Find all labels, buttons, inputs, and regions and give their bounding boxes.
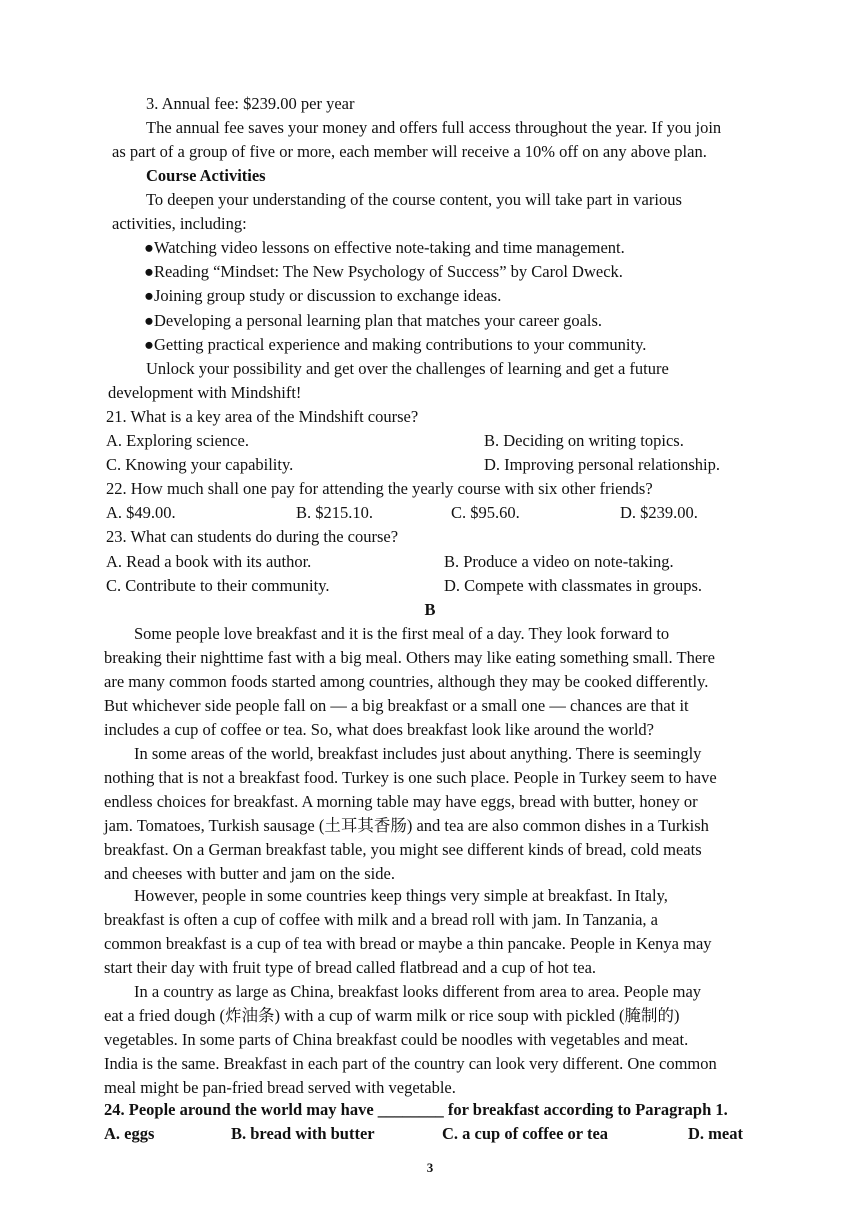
- option-d: D. $239.00.: [620, 503, 698, 522]
- activities-intro: activities, including:: [112, 214, 247, 233]
- passage-line: nothing that is not a breakfast food. Turkey is one such place. People in Turkey seem to have: [104, 768, 717, 787]
- passage-line: India is the same. Breakfast in each part of the country can look very different. One common: [104, 1054, 717, 1073]
- option-d: D. Compete with classmates in groups.: [444, 576, 703, 595]
- activity-item: ●Reading “Mindset: The New Psychology of Success” by Carol Dweck.: [144, 262, 623, 281]
- passage-line: In some areas of the world, breakfast includes just about anything. There is seemingly: [134, 744, 702, 763]
- plan-title: 3. Annual fee: $239.00 per year: [146, 94, 355, 113]
- passage-line: includes a cup of coffee or tea. So, what does breakfast look like around the world?: [104, 720, 654, 739]
- passage-line: common breakfast is a cup of tea with bread or maybe a thin pancake. People in Kenya may: [104, 934, 712, 953]
- option-d: D. meat: [688, 1124, 743, 1143]
- plan-description-line: The annual fee saves your money and offers full access throughout the year. If you join: [146, 118, 722, 137]
- activity-item: ●Joining group study or discussion to exchange ideas.: [144, 286, 502, 305]
- passage-line: breakfast is often a cup of coffee with milk and a bread roll with jam. In Tanzania, a: [104, 910, 658, 929]
- question-stem: 22. How much shall one pay for attending the yearly course with six other friends?: [106, 479, 653, 498]
- option-b: B. bread with butter: [231, 1124, 375, 1143]
- question-stem-start: 24. People around the world may have: [104, 1100, 374, 1119]
- activity-item: ●Getting practical experience and making contributions to your community.: [144, 335, 647, 354]
- option-a: A. Exploring science.: [106, 431, 249, 450]
- passage-line: vegetables. In some parts of China breakfast could be noodles with vegetables and meat.: [104, 1030, 689, 1049]
- activity-item: ●Watching video lessons on effective note-taking and time management.: [144, 238, 625, 257]
- question-stem: 21. What is a key area of the Mindshift course?: [106, 407, 419, 426]
- question-stem: [104, 1100, 728, 1120]
- passage-line: But whichever side people fall on — a big breakfast or a small one — chances are that it: [104, 696, 689, 715]
- plan-description-line: as part of a group of five or more, each member will receive a 10% off on any above plan.: [112, 142, 707, 161]
- activity-item: ●Developing a personal learning plan that matches your career goals.: [144, 311, 603, 330]
- passage-line: endless choices for breakfast. A morning table may have eggs, bread with butter, honey or: [104, 792, 698, 811]
- option-c: C. a cup of coffee or tea: [442, 1124, 609, 1143]
- answer-blank: ________: [377, 1100, 444, 1119]
- option-b: B. $215.10.: [296, 503, 374, 522]
- passage-line: start their day with fruit type of bread called flatbread and a cup of hot tea.: [104, 958, 597, 977]
- passage-line: and cheeses with butter and jam on the side.: [104, 864, 395, 883]
- option-a: A. eggs: [104, 1124, 155, 1143]
- passage-line: eat a fried dough (炸油条) with a cup of warm milk or rice soup with pickled (腌制的): [104, 1006, 680, 1025]
- activities-intro: To deepen your understanding of the course content, you will take part in various: [146, 190, 682, 209]
- section-heading: Course Activities: [146, 166, 266, 185]
- option-a: A. $49.00.: [106, 503, 176, 522]
- passage-line: jam. Tomatoes, Turkish sausage (土耳其香肠) and tea are also common dishes in a Turkish: [104, 816, 709, 835]
- option-b: B. Deciding on writing topics.: [484, 431, 684, 450]
- passage-line: are many common foods started among countries, although they may be cooked differently.: [104, 672, 709, 691]
- passage-line: meal might be pan-fried bread served with vegetable.: [104, 1078, 456, 1097]
- activities-closing: development with Mindshift!: [108, 383, 302, 402]
- option-c: C. $95.60.: [451, 503, 520, 522]
- question-stem-end: for breakfast according to Paragraph 1.: [447, 1100, 728, 1119]
- option-a: A. Read a book with its author.: [106, 552, 312, 571]
- section-label: B: [424, 600, 436, 619]
- option-b: B. Produce a video on note-taking.: [444, 552, 674, 571]
- passage-line: Some people love breakfast and it is the first meal of a day. They look forward to: [134, 624, 670, 643]
- passage-line: In a country as large as China, breakfast looks different from area to area. People may: [134, 982, 702, 1001]
- passage-line: breaking their nighttime fast with a big meal. Others may like eating something small. There: [104, 648, 715, 667]
- question-stem: 23. What can students do during the course?: [106, 527, 399, 546]
- option-d: D. Improving personal relationship.: [484, 455, 720, 474]
- passage-line: breakfast. On a German breakfast table, you might see different kinds of bread, cold meats: [104, 840, 702, 859]
- page-number: 3: [426, 1160, 434, 1175]
- option-c: C. Contribute to their community.: [106, 576, 330, 595]
- activities-closing: Unlock your possibility and get over the challenges of learning and get a future: [146, 359, 669, 378]
- option-c: C. Knowing your capability.: [106, 455, 294, 474]
- passage-line: However, people in some countries keep things very simple at breakfast. In Italy,: [134, 886, 668, 905]
